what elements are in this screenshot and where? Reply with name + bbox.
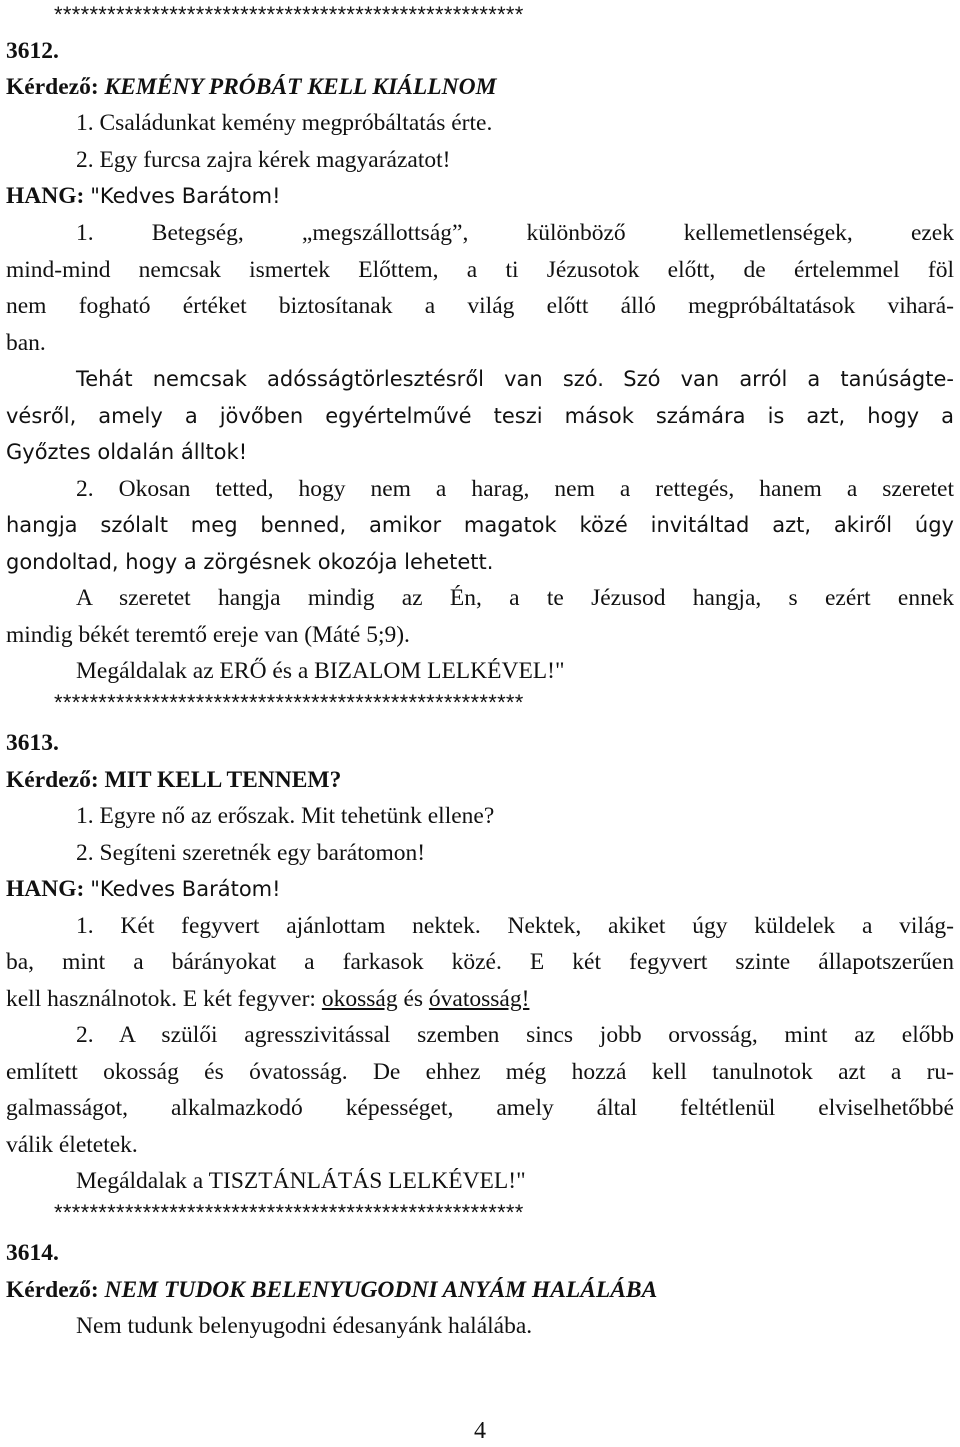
question-item: 1. Családunkat kemény megpróbáltatás érte. [76,110,493,136]
separator: ***************************************************** [54,690,524,715]
answer-sentence: Tehát nemcsak adósságtörlesztésről van szó. [76,367,604,391]
question-text: Nem tudunk belenyugodni édesanyánk halálába. [76,1313,533,1339]
underlined-word: okosság [321,986,398,1012]
blessing: Megáldalak az ERŐ és a BIZALOM LELKÉVEL!" [76,658,565,684]
question-item: 1. Egyre nő az erőszak. Mit tehetünk ellene? [76,803,495,829]
entry-number: 3613. [6,730,59,756]
underlined-word: óvatosság! [428,986,530,1012]
question-item: 2. Egy furcsa zajra kérek magyarázatot! [76,147,451,173]
asker-line [6,1275,954,1305]
blessing: Megáldalak a TISZTÁNLÁTÁS LELKÉVEL!" [76,1168,526,1194]
question-title: NEM TUDOK BELENYUGODNI ANYÁM HALÁLÁBA [104,1277,658,1303]
answer-line: galmasságot, alkalmazkodó képességet, amely által feltétlenül elviselhetőbbé [6,1095,954,1121]
answer-line: mind-mind nemcsak ismertek Előttem, a ti Jézusotok előtt, de értelemmel föl [6,257,954,283]
answer-line: ba, mint a bárányokat a farkasok közé. E két fegyvert szinte állapotszerűen [6,949,954,975]
answer-text: és [403,986,424,1012]
question-title: KEMÉNY PRÓBÁT KELL KIÁLLNOM [104,74,497,100]
asker-line [6,765,954,795]
answer-line: vésről, amely a jövőben egyértelművé teszi mások számára is azt, hogy a [6,404,954,428]
answer-line: említett okosság és óvatosság. De ehhez még hozzá kell tanulnotok azt a ru- [6,1059,954,1085]
asker-label: Kérdező: [6,767,99,793]
question-title: MIT KELL TENNEM? [104,767,342,793]
hang-label: HANG: [6,183,85,209]
asker-line [6,72,954,102]
answer-line: hangja szólalt meg benned, amikor magatok közé invitáltad azt, akiről úgy [6,513,954,537]
question-item: 2. Segíteni szeretnék egy barátomon! [76,840,426,866]
answer-line: 1. Betegség, „megszállottság”, különböző kellemetlenségek, ezek [76,220,954,246]
asker-label: Kérdező: [6,74,99,100]
answer-line: válik életetek. [6,1132,138,1158]
separator: ***************************************************** [54,1200,524,1225]
answer-line [76,364,954,394]
hang-label: HANG: [6,876,85,902]
greeting: "Kedves Barátom! [90,877,281,901]
page-number: 4 [474,1418,486,1444]
answer-line: mindig békét teremtő ereje van (Máté 5;9). [6,622,410,648]
asker-label: Kérdező: [6,1277,99,1303]
answer-line: Győztes oldalán álltok! [6,440,248,464]
answer-line: gondoltad, hogy a zörgésnek okozója lehetett. [6,550,494,574]
answer-line [6,984,954,1014]
greeting: "Kedves Barátom! [90,184,281,208]
hang-line [6,874,954,904]
separator: ***************************************************** [54,2,524,27]
answer-line: ban. [6,330,46,356]
entry-number: 3614. [6,1240,59,1266]
answer-line: 2. A szülői agresszivitással szemben sincs jobb orvosság, mint az előbb [76,1022,954,1048]
answer-line: 1. Két fegyvert ajánlottam nektek. Nektek, akiket úgy küldelek a világ- [76,913,954,939]
answer-sentence: Szó van arról a tanúságte- [623,367,954,391]
answer-text: kell használnotok. E két fegyver: [6,986,316,1012]
answer-line: 2. Okosan tetted, hogy nem a harag, nem a rettegés, hanem a szeretet [76,476,954,502]
answer-line: nem fogható értéket biztosítanak a világ előtt álló megpróbáltatások vihará- [6,293,954,319]
entry-number: 3612. [6,38,59,64]
answer-line: A szeretet hangja mindig az Én, a te Jézusod hangja, s ezért ennek [76,585,954,611]
hang-line [6,181,954,211]
